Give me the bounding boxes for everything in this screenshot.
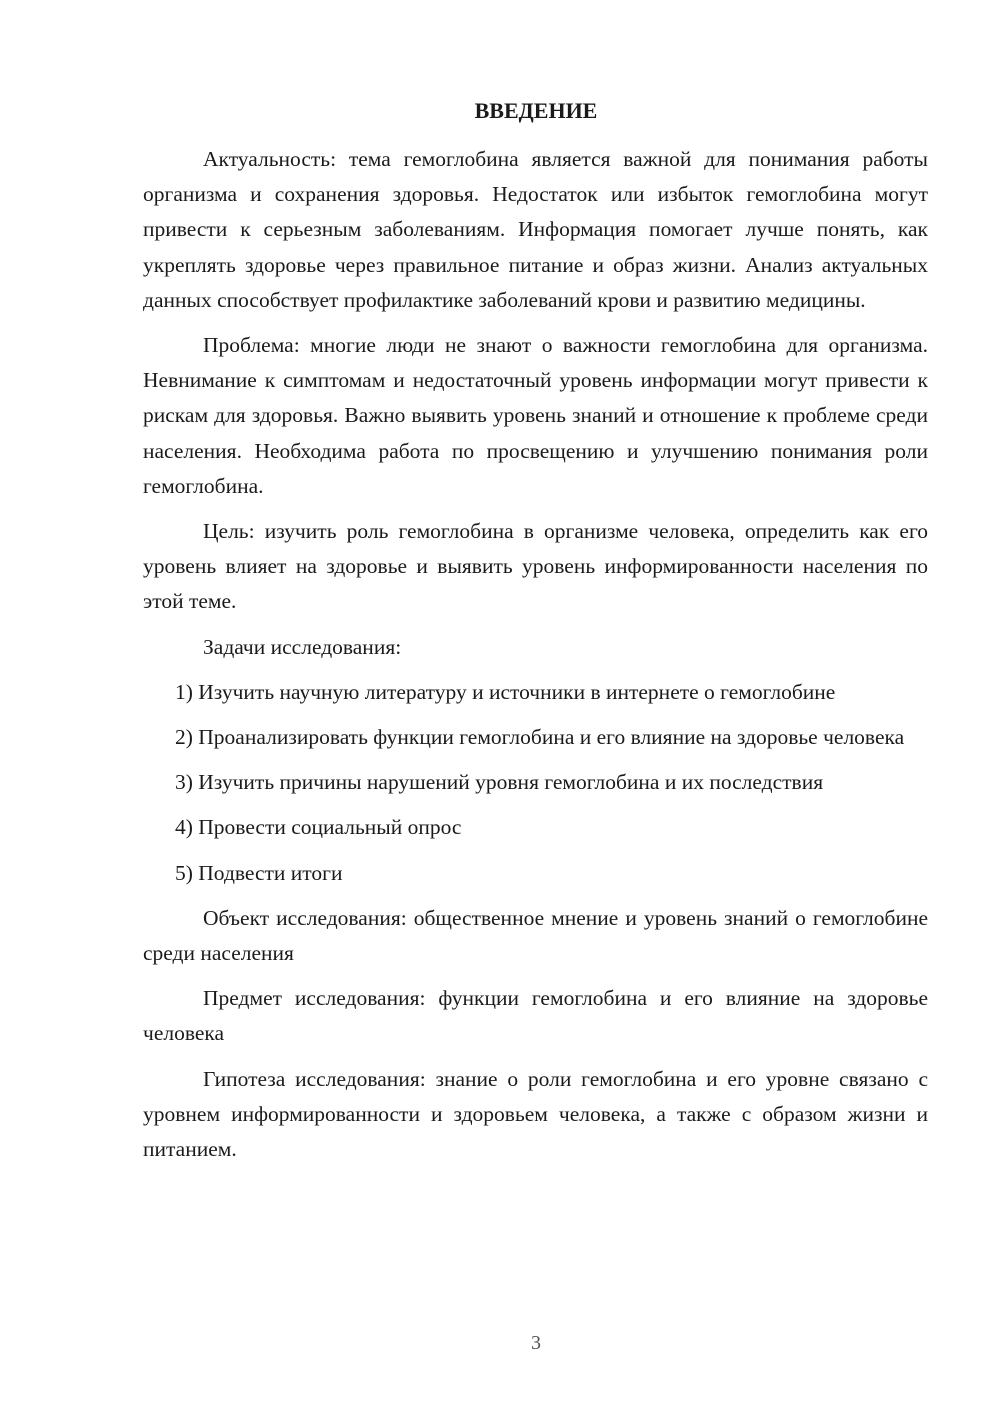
page-number: 3 (531, 1332, 541, 1354)
paragraph-tasks-heading: Задачи исследования: (203, 634, 402, 659)
paragraph-subject: Предмет исследования: функции гемоглобина и его влияние на здоровье человека (143, 986, 928, 1046)
task-item-4: 4) Провести социальный опрос (175, 815, 462, 840)
paragraph-object: Объект исследования: общественное мнение и уровень знаний о гемоглобине среди населения (143, 905, 928, 966)
task-item-3: 3) Изучить причины нарушений уровня гемоглобина и их последствия (175, 770, 824, 795)
paragraph-goal: Цель: изучить роль гемоглобина в организме человека, определить как его уровень влияет на здоровье и выявить уровень информированности населения по этой теме. (143, 519, 928, 614)
paragraph-relevance: Актуальность: тема гемоглобина является важной для понимания работы организма и сохранения здоровья. Недостаток или избыток гемоглобина могут привести к серьезным заболеваниям. Информация помогает лучше понять, как укреплять здоровье через правильное питание и образ жизни. Анализ актуальных данных способствует профилактике заболеваний крови и развитию медицины. (143, 147, 928, 312)
page-title: ВВЕДЕНИЕ (474, 98, 598, 123)
task-item-5: 5) Подвести итоги (175, 860, 343, 885)
document-body (143, 142, 928, 1167)
paragraph-hypothesis: Гипотеза исследования: знание о роли гемоглобина и его уровне связано с уровнем информированности и здоровьем человека, а также с образом жизни и питанием. (143, 1066, 928, 1162)
task-item-1: 1) Изучить научную литературу и источники в интернете о гемоглобине (175, 679, 836, 704)
task-item-2: 2) Проанализировать функции гемоглобина и его влияние на здоровье человека (175, 725, 905, 750)
paragraph-problem: Проблема: многие люди не знают о важности гемоглобина для организма. Невнимание к симптомам и недостаточный уровень информации могут привести к рискам для здоровья. Важно выявить уровень знаний и отношение к проблеме среди населения. Необходима работа по просвещению и улучшению понимания роли гемоглобина. (143, 333, 928, 498)
